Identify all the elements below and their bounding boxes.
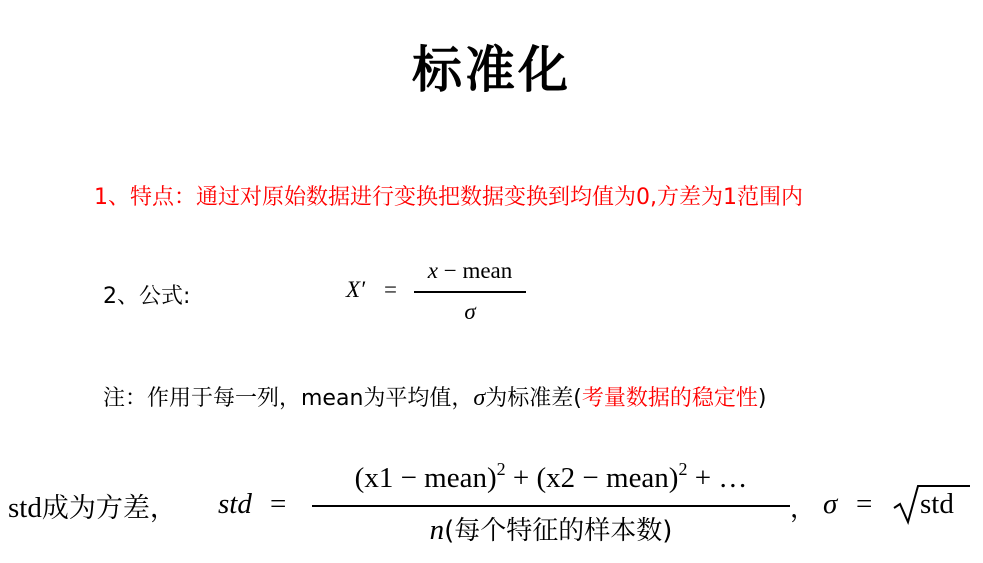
note-sigma: σ — [473, 385, 486, 411]
std-num-ellipsis: + … — [687, 462, 748, 494]
std-sigma: σ — [823, 488, 838, 520]
fraction-bar — [414, 291, 526, 293]
formula-numerator — [414, 258, 526, 284]
std-exp2: 2 — [678, 459, 688, 479]
sqrt-radicand: std — [920, 488, 954, 520]
std-comma: ， — [790, 494, 817, 523]
std-denominator — [312, 510, 790, 547]
std-exp1: 2 — [496, 459, 506, 479]
std-num-term1: (x1 − mean) — [354, 462, 497, 494]
numerator-var: x — [427, 258, 438, 283]
note-highlight: 考量数据的稳定性 — [581, 386, 758, 411]
std-equals: = — [270, 488, 287, 520]
note-middle: 为标准差( — [485, 386, 582, 411]
std-intro-en: std — [8, 492, 42, 524]
std-formula — [0, 460, 983, 560]
note-suffix: ) — [757, 386, 767, 411]
page-title: 标准化 — [412, 41, 571, 99]
note-prefix: 注：作用于每一列，mean为平均值， — [103, 386, 474, 411]
formula-lhs: X′ — [346, 277, 366, 302]
note-line — [103, 381, 766, 412]
std-numerator — [312, 459, 790, 495]
std-denom-cn: (每个特征的样本数) — [444, 516, 673, 546]
std-num-term2: + (x2 − mean) — [505, 462, 679, 494]
std-intro-cn: 成为方差， — [41, 493, 177, 524]
formula-denominator: σ — [464, 299, 476, 324]
formula-label: 2、公式: — [103, 284, 191, 309]
feature-description: 1、特点：通过对原始数据进行变换把数据变换到均值为0,方差为1范围内 — [94, 185, 803, 210]
numerator-rest: − mean — [437, 258, 513, 283]
std-lhs: std — [218, 488, 252, 520]
std-denom-n: n — [429, 514, 445, 546]
sqrt-expression — [892, 482, 972, 526]
std-intro — [8, 486, 177, 525]
formula-equals: = — [384, 277, 397, 302]
std-equals2: = — [856, 488, 873, 520]
std-fraction-bar — [312, 505, 790, 507]
